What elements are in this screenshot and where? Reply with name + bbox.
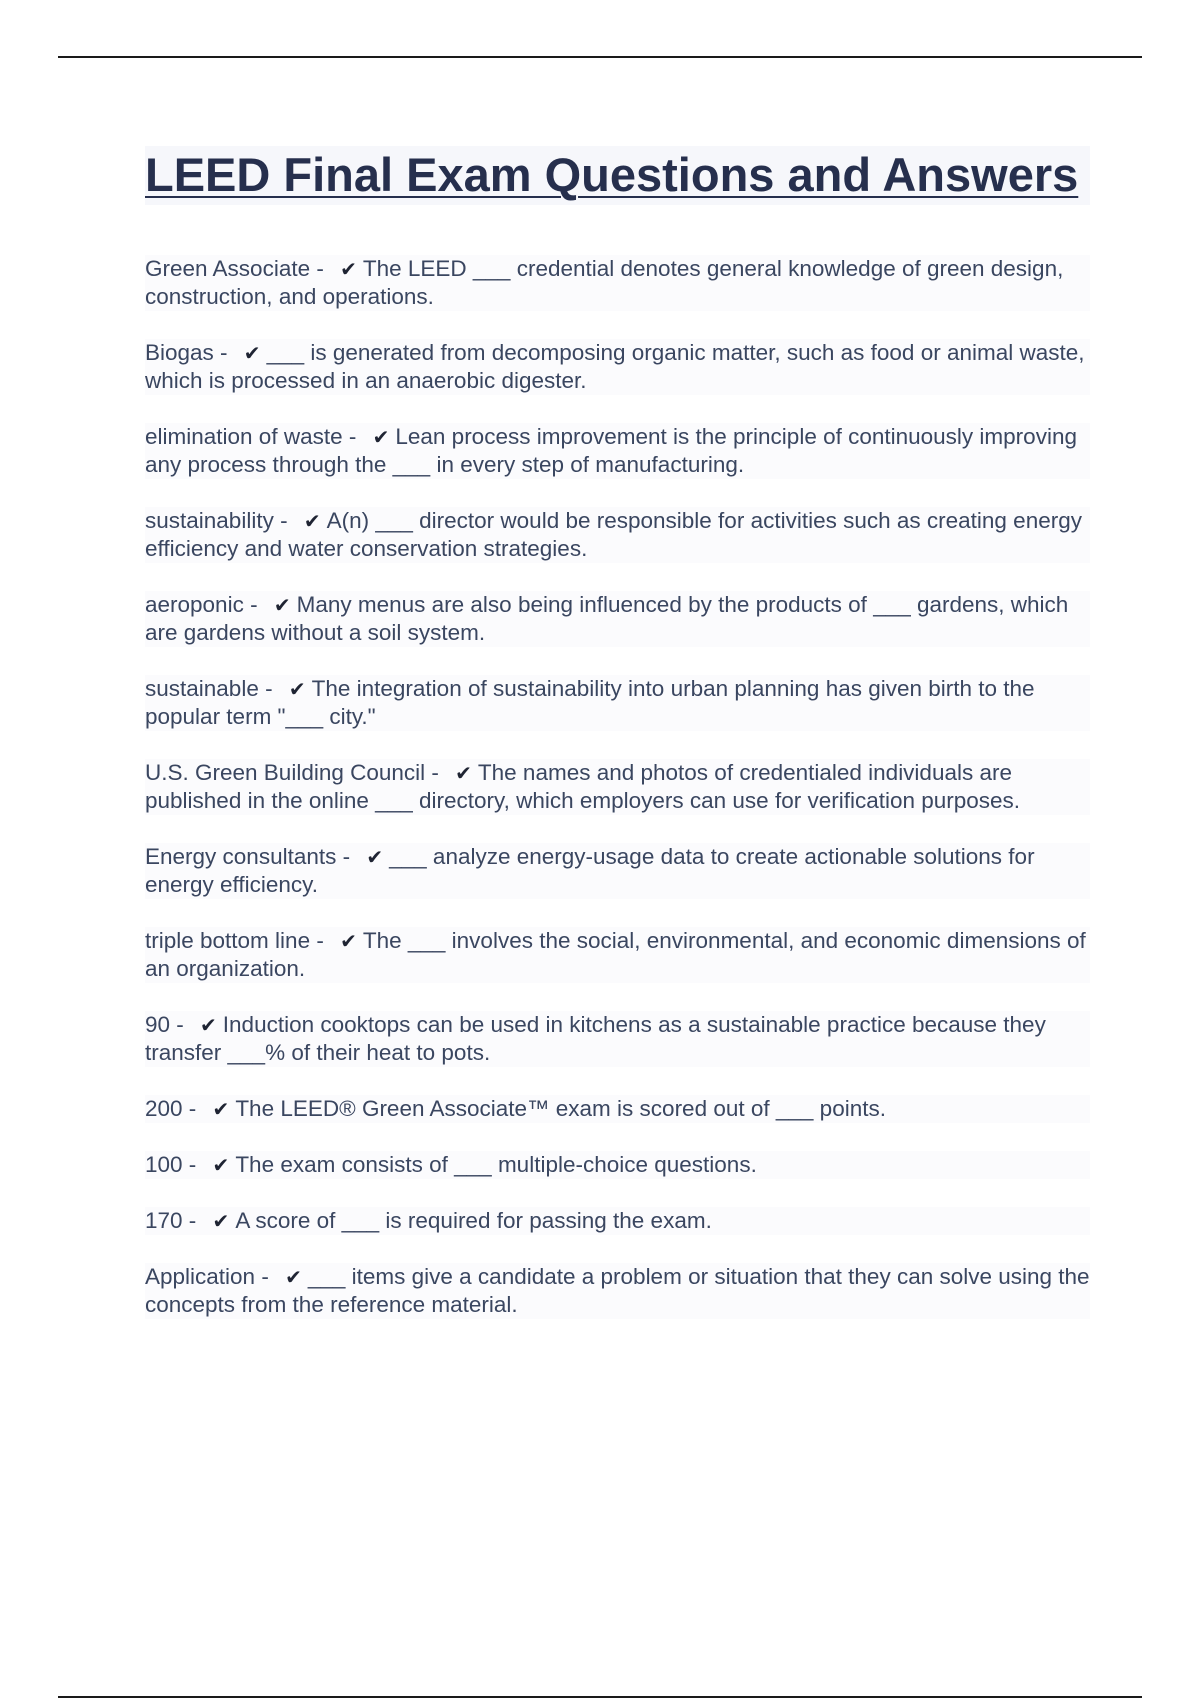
qa-definition: ___ analyze energy-usage data to create actionable solutions for energy efficiency. — [145, 844, 1035, 897]
qa-item — [145, 1151, 1090, 1179]
qa-term: aeroponic — [145, 592, 244, 617]
qa-separator: - — [182, 1208, 203, 1233]
qa-separator: - — [273, 508, 294, 533]
qa-separator: - — [170, 1012, 191, 1037]
qa-definition: ___ is generated from decomposing organic matter, such as food or animal waste, which is processed in an anaerobic digester. — [145, 340, 1085, 393]
qa-definition: The LEED® Green Associate™ exam is scored out of ___ points. — [235, 1096, 886, 1121]
qa-term: 100 — [145, 1152, 183, 1177]
qa-separator: - — [310, 256, 331, 281]
qa-term: 200 — [145, 1096, 183, 1121]
qa-separator: - — [182, 1152, 203, 1177]
qa-definition: The names and photos of credentialed individuals are published in the online ___ directory, which employers can use for verification purposes. — [145, 760, 1021, 813]
qa-term: U.S. Green Building Council — [145, 760, 426, 785]
qa-item — [145, 1263, 1090, 1319]
checkmark-icon: ✔ — [212, 1097, 230, 1121]
checkmark-icon: ✔ — [212, 1209, 230, 1233]
qa-term: Application — [145, 1264, 256, 1289]
qa-term: triple bottom line — [145, 928, 311, 953]
qa-item — [145, 759, 1090, 815]
checkmark-icon: ✔ — [303, 509, 321, 533]
qa-list — [145, 255, 1090, 1319]
qa-definition: Lean process improvement is the principle of continuously improving any process through the ___ in every step of manufacturing. — [145, 424, 1077, 477]
checkmark-icon: ✔ — [340, 257, 357, 281]
qa-definition: A score of ___ is required for passing the exam. — [235, 1208, 712, 1233]
qa-definition: The ___ involves the social, environmental, and economic dimensions of an organization. — [145, 928, 1086, 981]
qa-term: 170 — [145, 1208, 183, 1233]
qa-separator: - — [425, 760, 446, 785]
qa-term: Biogas — [145, 340, 214, 365]
qa-term: Energy consultants — [145, 844, 337, 869]
qa-definition: ___ items give a candidate a problem or situation that they can solve using the concepts from the reference material. — [145, 1264, 1090, 1317]
qa-term: Green Associate — [145, 256, 311, 281]
qa-item — [145, 927, 1090, 983]
qa-definition: The LEED ___ credential denotes general knowledge of green design, construction, and operations. — [145, 256, 1064, 309]
title-block — [145, 146, 1090, 205]
qa-item — [145, 339, 1090, 395]
qa-separator: - — [342, 424, 363, 449]
qa-term: elimination of waste — [145, 424, 343, 449]
qa-item — [145, 843, 1090, 899]
qa-definition: The exam consists of ___ multiple-choice questions. — [235, 1152, 757, 1177]
qa-definition: The integration of sustainability into urban planning has given birth to the popular term "___ city." — [145, 676, 1035, 729]
checkmark-icon: ✔ — [212, 1153, 230, 1177]
qa-separator: - — [243, 592, 264, 617]
bottom-rule — [58, 1696, 1142, 1698]
checkmark-icon: ✔ — [243, 341, 261, 365]
checkmark-icon: ✔ — [273, 593, 291, 617]
qa-separator: - — [258, 676, 279, 701]
qa-separator: - — [310, 928, 331, 953]
qa-item — [145, 1095, 1090, 1123]
qa-item — [145, 1207, 1090, 1235]
qa-separator: - — [182, 1096, 203, 1121]
qa-item — [145, 507, 1090, 563]
qa-separator: - — [213, 340, 234, 365]
qa-separator: - — [336, 844, 357, 869]
checkmark-icon: ✔ — [372, 425, 390, 449]
top-rule — [58, 56, 1142, 58]
checkmark-icon: ✔ — [340, 929, 357, 953]
document-body — [145, 146, 1090, 1347]
checkmark-icon: ✔ — [200, 1013, 217, 1037]
qa-definition: Many menus are also being influenced by the products of ___ gardens, which are gardens without a soil system. — [145, 592, 1069, 645]
checkmark-icon: ✔ — [285, 1265, 302, 1289]
qa-item — [145, 675, 1090, 731]
qa-definition: A(n) ___ director would be responsible for activities such as creating energy efficiency and water conservation strategies. — [145, 508, 1082, 561]
qa-term: 90 — [145, 1012, 171, 1037]
qa-item — [145, 591, 1090, 647]
checkmark-icon: ✔ — [288, 677, 306, 701]
qa-item — [145, 1011, 1090, 1067]
qa-item — [145, 423, 1090, 479]
document-title: LEED Final Exam Questions and Answers — [145, 148, 1079, 201]
checkmark-icon: ✔ — [366, 845, 384, 869]
qa-term: sustainable — [145, 676, 259, 701]
qa-separator: - — [255, 1264, 276, 1289]
qa-term: sustainability — [145, 508, 274, 533]
qa-definition: Induction cooktops can be used in kitchens as a sustainable practice because they transfer ___% of their heat to pots. — [145, 1012, 1046, 1065]
qa-item — [145, 255, 1090, 311]
checkmark-icon: ✔ — [455, 761, 472, 785]
